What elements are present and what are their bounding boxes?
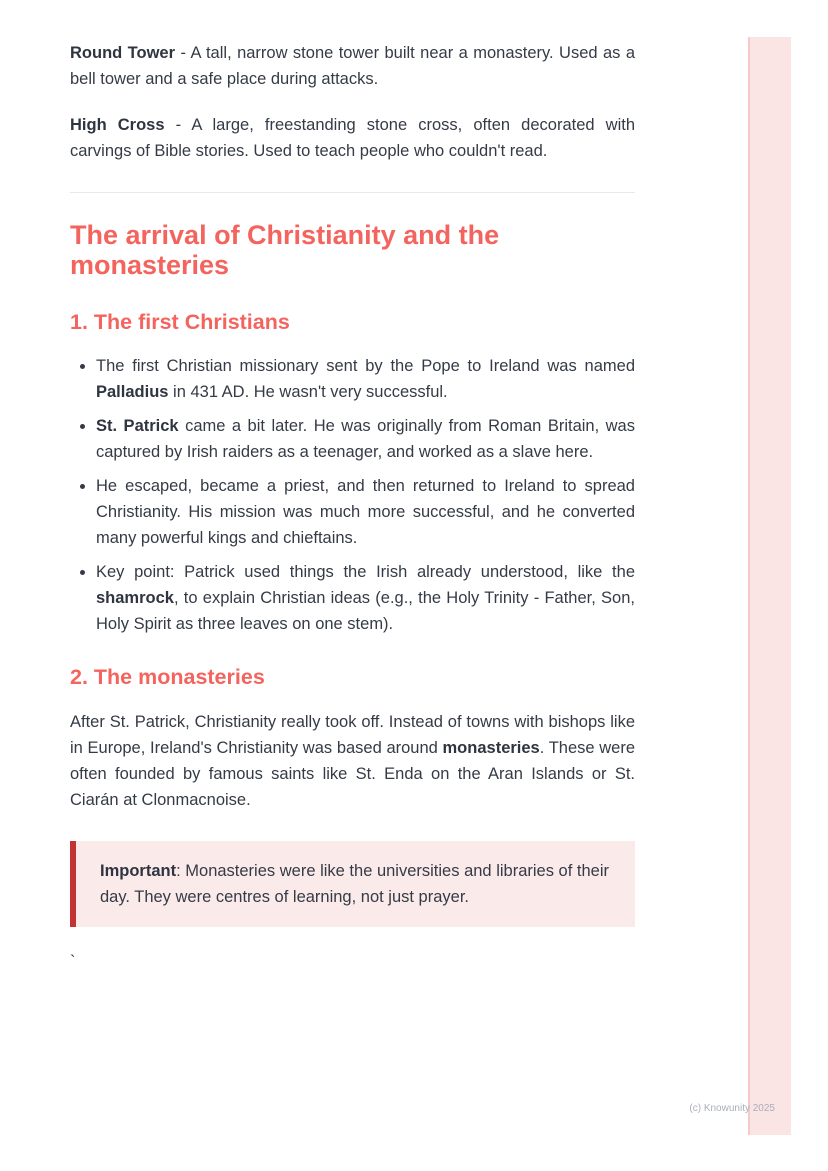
section-divider [70,192,635,193]
subheading-monasteries: 2. The monasteries [70,665,265,689]
stray-character: ` [70,953,76,971]
copyright-note: (c) Knowunity 2025 [689,1103,775,1114]
bullet-text: , to explain Christian ideas (e.g., the Holy Trinity - Father, Son, Holy Spirit as three leaves on one stem). [96,589,635,633]
definition-round-tower [70,40,635,92]
important-callout [70,841,635,927]
list-item-shamrock [96,559,635,637]
section-title: The arrival of Christianity and the monasteries [70,220,500,280]
definition-high-cross [70,112,635,164]
paragraph-bold: monasteries [442,739,540,757]
bullet-bold: shamrock [96,589,174,607]
term-high-cross: High Cross [70,116,165,134]
bullet-bold: St. Patrick [96,417,179,435]
list-item-st-patrick [96,413,635,465]
definition-round-tower-text: - A tall, narrow stone tower built near a monastery. Used as a bell tower and a safe place during attacks. [70,44,636,88]
bullet-text: He escaped, became a priest, and then returned to Ireland to spread Christianity. His mission was much more successful, and he converted many powerful kings and chieftains. [96,477,635,547]
monasteries-paragraph [70,709,635,813]
document-content [70,40,635,975]
term-round-tower: Round Tower [70,44,176,62]
bullet-text: in 431 AD. He wasn't very successful. [168,383,448,401]
bullet-text: Key point: Patrick used things the Irish already understood, like the [96,563,635,581]
list-item-palladius [96,353,635,405]
bullet-text: The first Christian missionary sent by the Pope to Ireland was named [96,357,635,375]
list-item-escape-return [96,473,635,551]
paragraph-text: . These were often founded by famous saints like St. Enda on the Aran Islands or St. Ciarán at Clonmacnoise. [70,739,635,809]
callout-paragraph [100,858,609,910]
bullet-bold: Palladius [96,383,169,401]
page-edge-decoration [748,37,791,1135]
first-christians-list [70,353,635,637]
callout-text: : Monasteries were like the universities and libraries of their day. They were centres of learning, not just prayer. [100,862,609,906]
paragraph-text: After St. Patrick, Christianity really took off. Instead of towns with bishops like in Europe, Ireland's Christianity was based around [70,713,635,757]
subheading-first-christians: 1. The first Christians [70,310,290,334]
definition-high-cross-text: - A large, freestanding stone cross, often decorated with carvings of Bible stories. Used to teach people who couldn't read. [70,116,635,160]
callout-label: Important [100,862,177,880]
bullet-text: came a bit later. He was originally from Roman Britain, was captured by Irish raiders as a teenager, and worked as a slave here. [96,417,635,461]
